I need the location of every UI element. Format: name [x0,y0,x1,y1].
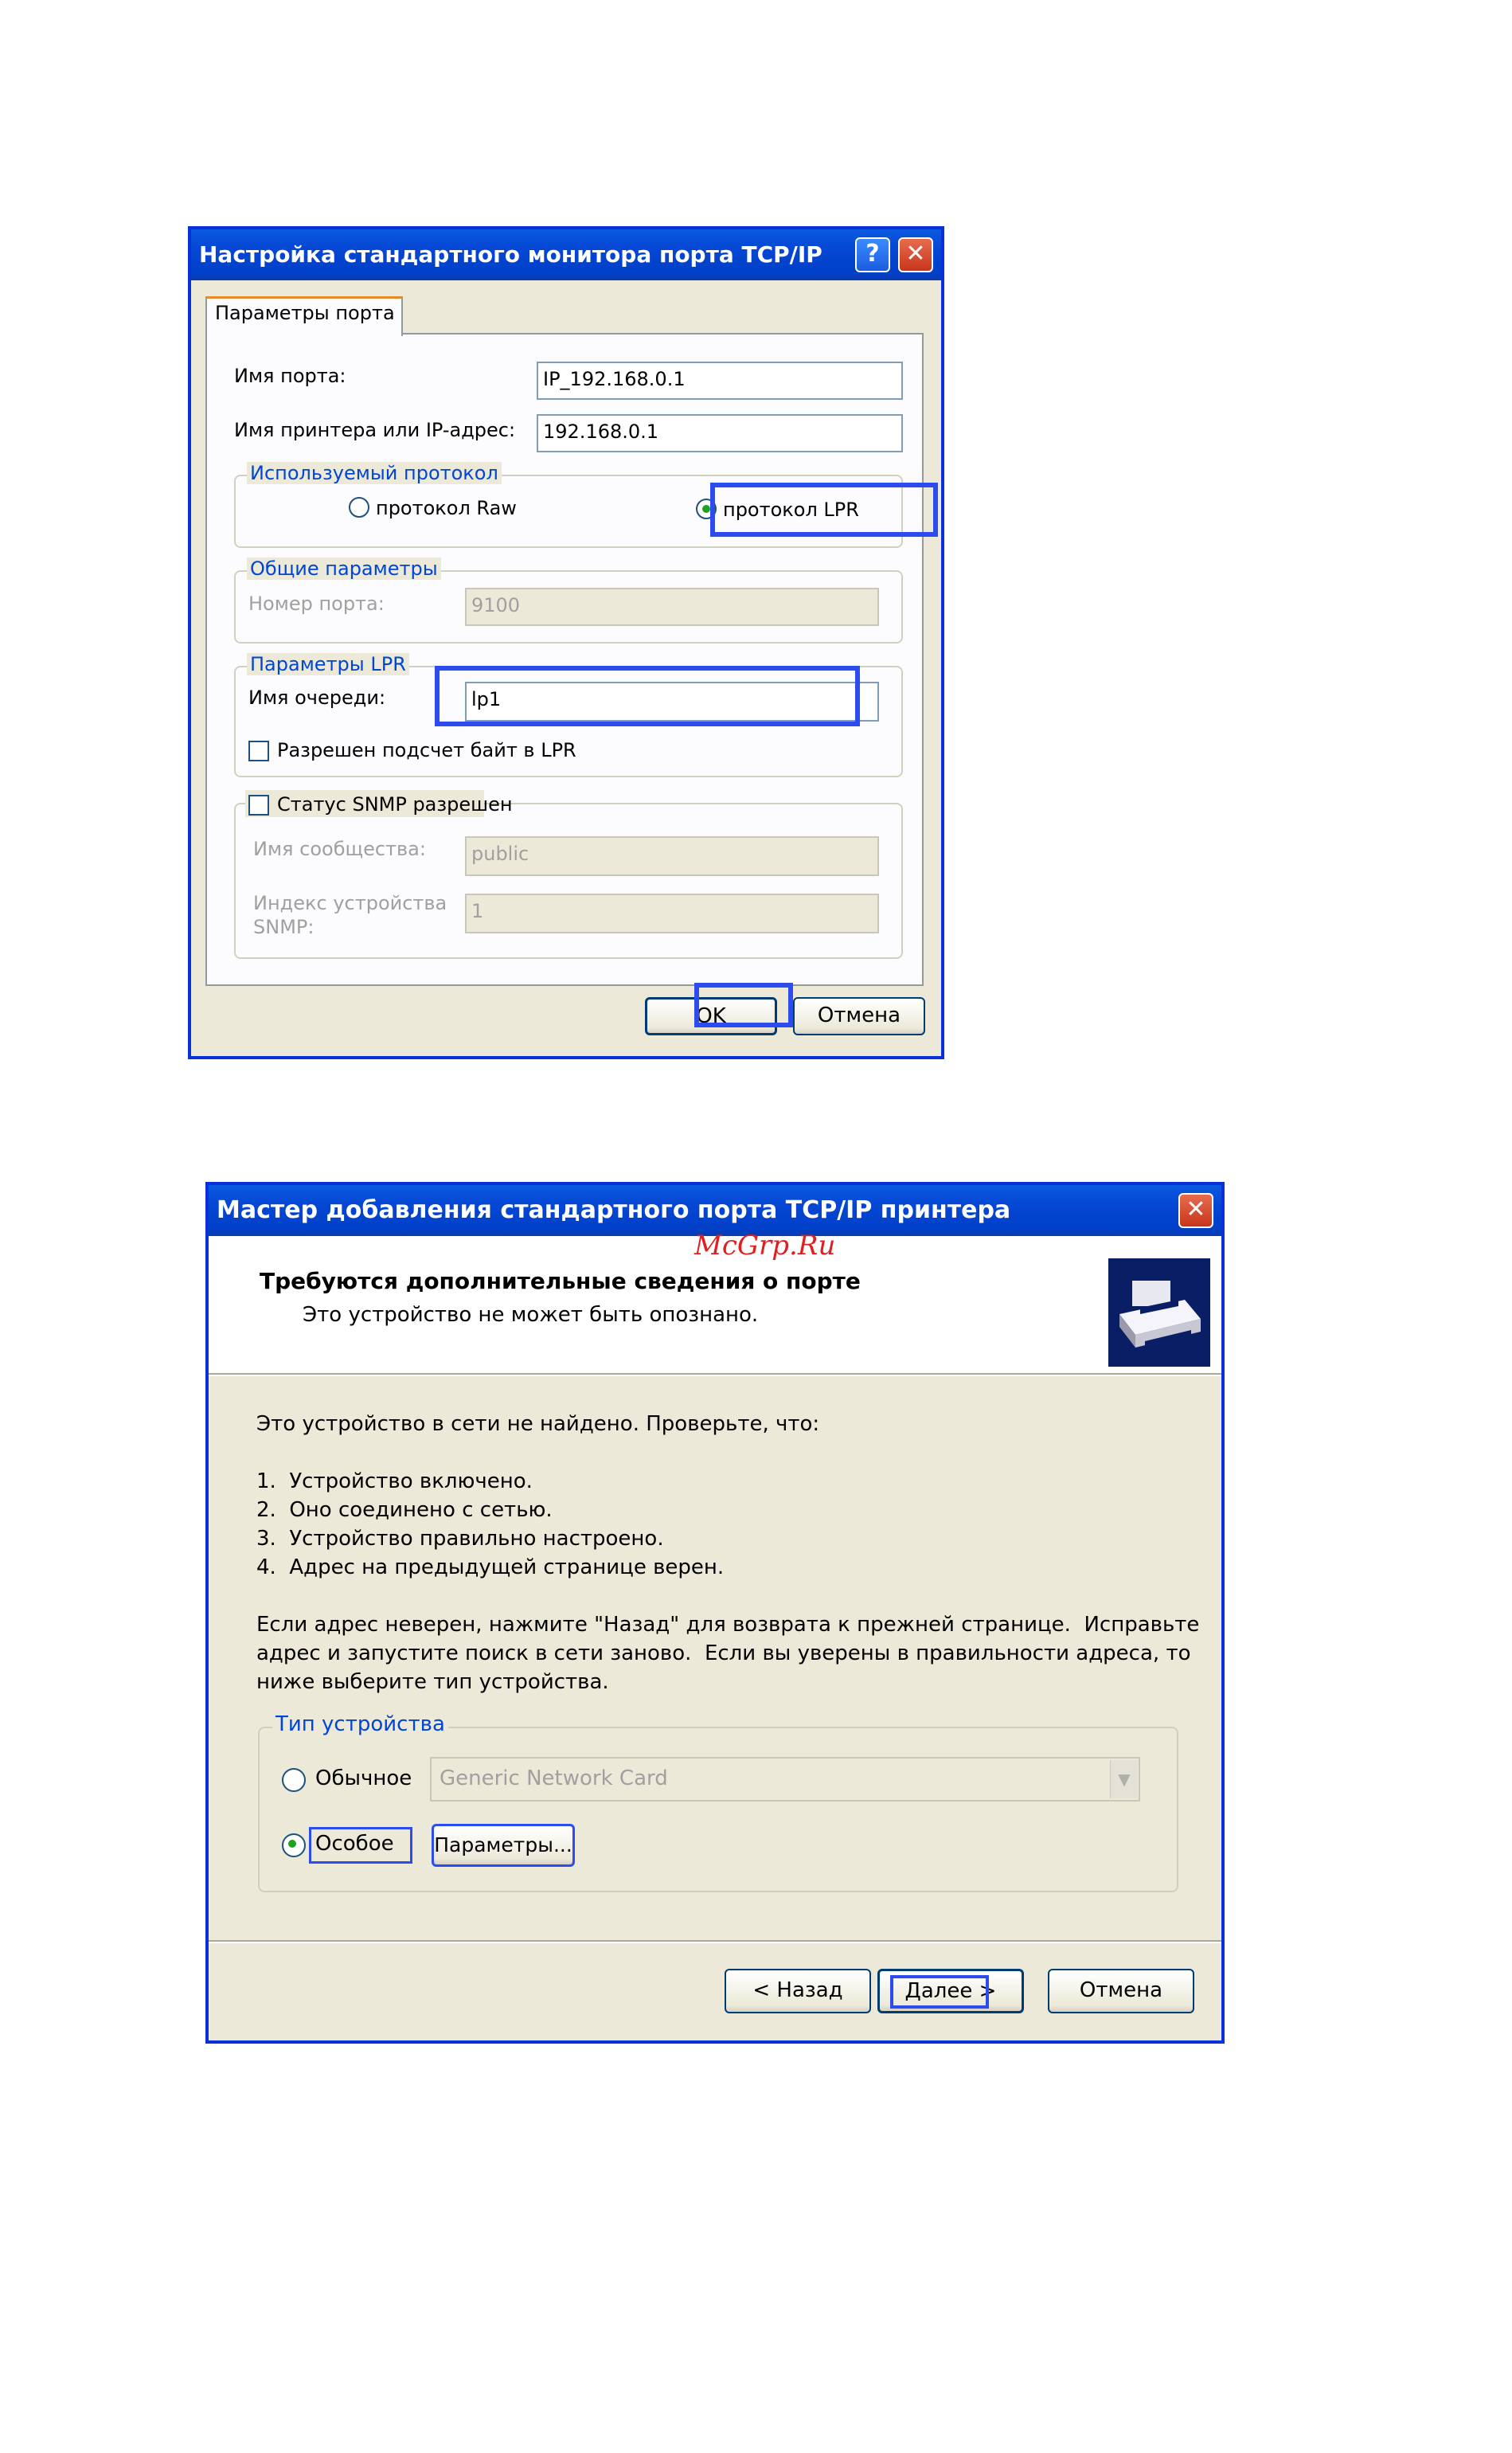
byte-count-label[interactable]: Разрешен подсчет байт в LPR [277,739,576,761]
device-custom-label[interactable]: Особое [315,1832,394,1856]
close-icon: ✕ [1186,1195,1206,1223]
note-line: ниже выберите тип устройства. [256,1670,609,1694]
snmp-group [234,803,903,959]
help-icon: ? [865,240,880,268]
snmp-label[interactable]: Статус SNMP разрешен [277,793,513,816]
close-icon: ✕ [905,240,926,268]
device-standard-radio[interactable] [282,1768,306,1792]
lpr-settings-title: Параметры LPR [247,653,409,675]
check-list-item: 4. Адрес на предыдущей странице верен. [256,1555,725,1579]
highlight-ok [694,983,793,1027]
cancel-label: Отмена [817,1003,901,1027]
next-button-highlight [890,1975,989,2009]
wizard-close-button[interactable] [1178,1193,1213,1228]
footer-separator [209,1940,1221,1943]
device-standard-label[interactable]: Обычное [315,1766,412,1790]
tab-label: Параметры порта [215,302,395,324]
check-list-item: 1. Устройство включено. [256,1469,533,1493]
next-label: Далее > [904,1979,997,2003]
queue-name-label: Имя очереди: [248,687,386,709]
protocol-lpr-label[interactable]: протокол LPR [723,499,859,521]
device-type-title: Тип устройства [272,1712,448,1736]
highlight-queue [435,666,860,726]
byte-count-checkbox[interactable] [248,741,269,761]
printer-address-label: Имя принтера или IP-адрес: [234,419,516,441]
check-list-item: 2. Оно соединено с сетью. [256,1498,553,1522]
tcpip-port-wizard [205,1182,1225,2044]
device-settings-button[interactable] [432,1824,575,1867]
protocol-group-title: Используемый протокол [247,462,502,484]
device-type-group [258,1727,1178,1892]
port-name-label: Имя порта: [234,365,346,387]
dialog-titlebar [191,229,941,280]
device-custom-radio[interactable] [282,1833,306,1857]
port-number-label: Номер порта: [248,593,385,615]
port-name-input[interactable]: IP_192.168.0.1 [537,362,903,400]
port-number-input[interactable]: 9100 [465,588,879,626]
help-button[interactable] [855,237,890,272]
wizard-titlebar [209,1185,1221,1236]
community-label: Имя сообщества: [253,838,426,860]
port-monitor-dialog [188,226,944,1059]
device-index-input[interactable]: 1 [465,894,879,933]
device-settings-label: Параметры... [434,1833,572,1856]
intro-text: Это устройство в сети не найдено. Проверьте, что: [256,1412,820,1436]
wizard-cancel-button[interactable] [1048,1969,1194,2013]
protocol-raw-label[interactable]: протокол Raw [376,497,517,519]
queue-name-input[interactable]: lp1 [465,682,879,722]
tab-port-settings[interactable] [205,296,403,336]
watermark: McGrp.Ru [694,1230,836,1262]
device-standard-select[interactable]: Generic Network Card [430,1757,1140,1802]
chevron-down-icon: ▼ [1110,1760,1138,1798]
highlight-lpr [710,483,938,537]
wizard-cancel-label: Отмена [1079,1978,1163,2002]
device-index-label: Индекс устройства [253,892,447,914]
wizard-header-title: Требуются дополнительные сведения о порте [260,1268,861,1294]
protocol-raw-radio[interactable] [349,497,369,518]
close-button[interactable] [898,237,933,272]
note-line: Если адрес неверен, нажмите "Назад" для возврата к прежней странице. Исправьте [256,1613,1200,1637]
wizard-title: Мастер добавления стандартного порта TCP/IP принтера [217,1196,1011,1224]
back-button[interactable] [725,1969,871,2013]
wizard-body [209,1376,1221,2040]
wizard-header-subtitle: Это устройство не может быть опознано. [303,1303,759,1327]
dialog-title: Настройка стандартного монитора порта TCP/IP [199,241,822,268]
snmp-checkbox[interactable] [248,795,269,816]
cancel-button[interactable] [793,997,925,1035]
device-index-label-2: SNMP: [253,916,315,938]
note-line: адрес и запустите поиск в сети заново. Если вы уверены в правильности адреса, то [256,1641,1191,1665]
raw-settings-title: Общие параметры [247,558,441,580]
ok-label: OK [696,1004,726,1028]
printer-address-input[interactable]: 192.168.0.1 [537,414,903,452]
back-label: < Назад [752,1978,843,2002]
printer-wizard-icon [1108,1258,1210,1367]
check-list-item: 3. Устройство правильно настроено. [256,1527,664,1551]
community-input[interactable]: public [465,836,879,876]
